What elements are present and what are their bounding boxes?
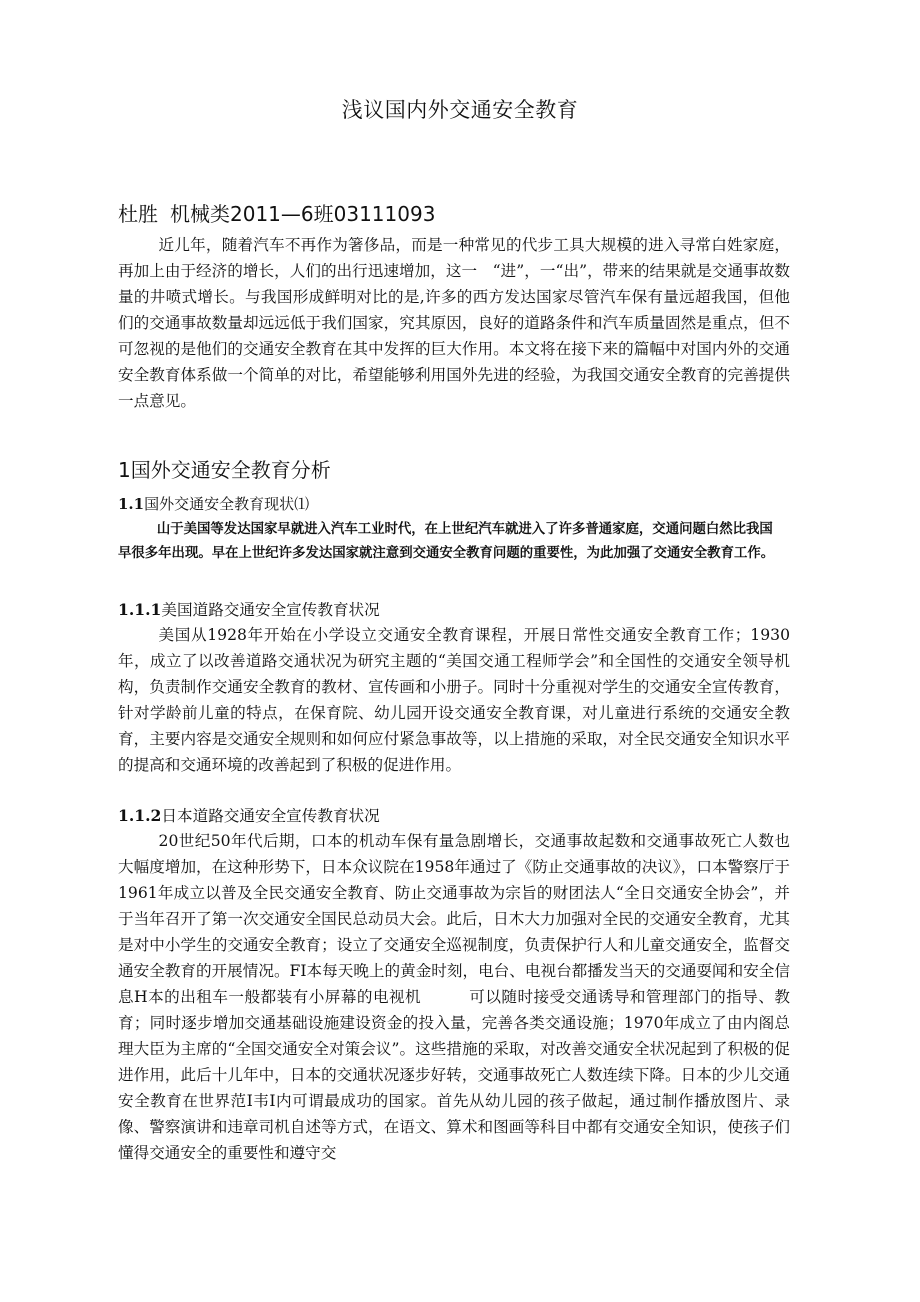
author-name: 杜胜 — [118, 202, 158, 226]
section-1-1-2-heading — [118, 804, 380, 826]
section-1-1-2-number: 1.1.2 — [118, 806, 162, 825]
section-1-heading: 1国外交通安全教育分析 — [118, 458, 331, 482]
section-1-1-1-title: 美国道路交通安全宣传教育状况 — [161, 601, 380, 619]
section-1-1-heading — [118, 493, 309, 514]
section-1-1-title: 国外交通安全教育现状⑴ — [144, 495, 310, 513]
author-line — [118, 198, 435, 227]
intro-paragraph: 近儿年，随着汽车不再作为箸侈品，而是一种常见的代步工具大规模的进入寻常白姓家庭，再加上由于经济的增长，人们的出行迅速增加，这一 “进”，一“出”，带来的结果就是交通事故数量的井喷式增长。与我国形成鲜明对比的是,许多的西方发达国家尽管汽车保有量远超我国，但他们的交通事故数量却远远低于我们国家，究其原因，良好的道路条件和汽车质量固然是重点，但不可忽视的是他们的交通安全教育在其中发挥的巨大作用。本文将在接下来的篇幅中对国内外的交通安全教育体系做一个简单的对比，希望能够利用国外先进的经验，为我国交通安全教育的完善提供一点意见。 — [118, 236, 790, 410]
section-1-1-1-heading — [118, 598, 380, 620]
section-1-1-1-number: 1.1.1 — [118, 600, 162, 619]
section-1-1-2-title: 日本道路交通安全宣传教育状况 — [161, 807, 380, 825]
section-1-1-1-paragraph: 美国从1928年开始在小学设立交通安全教育课程，开展日常性交通安全教育工作；1930年，成立了以改善道路交通状况为研究主题的“美国交通工程师学会”和全国性的交通安全领导机构，负责制作交通安全教育的教材、宣传画和小册子。同时十分重视对学生的交通安全宣传教育，针对学龄前儿童的特点，在保育院、幼儿园开设交通安全教育课，对儿童进行系统的交通安全教育，主要内容是交通安全规则和如何应付紧急事故等，以上措施的采取，对全民交通安全知识水平的提高和交通环境的改善起到了积极的促进作用。 — [118, 626, 790, 774]
section-1-1-2-paragraph: 20世纪50年代后期，口本的机动车保有量急剧增长，交通事故起数和交通事故死亡人数也大幅度增加，在这种形势下，日本众议院在1958年通过了《防止交通事故的决议》，口本警察厅于1961年成立以普及全民交通安全教育、防止交通事故为宗旨的财团法人“全日交通安全协会”，并于当年召开了第一次交通安全国民总动员大会。此后，日木大力加强对全民的交通安全教育，尤其是对中小学生的交通安全教育；设立了交通安全巡视制度，负责保护行人和儿童交通安全，监督交通安全教育的开展情况。FI本每天晚上的黄金时刻，电台、电视台都播发当天的交通耍闻和安全信息H本的出租车一般都装有小屏幕的电视机 可以随时接受交通诱导和管理部门的指导、教育；同时逐步增加交通基础设施建设资金的投入量，完善各类交通设施；1970年成立了由内阁总理大臣为主席的“全国交通安全对策会议”。这些措施的采取，对改善交通安全状况起到了积极的促进作用，此后十儿年中，日本的交通状况逐步好转，交通事故死亡人数连续下降。日本的少儿交通安全教育在世界范I韦I内可谓最成功的国家。首先从幼儿园的孩子做起，通过制作播放图片、录像、警察演讲和违章司机自述等方式，在语文、算术和图画等科目中都有交通安全知识，使孩子们懂得交通安全的重要性和遵守交 — [118, 832, 790, 1162]
author-class-info: 机械类2011—6班03111093 — [170, 202, 436, 226]
section-1-1-number: 1.1 — [118, 495, 145, 513]
section-1-1-paragraph: 山于美国等发达国家早就进入汽车工业时代，在上世纪汽车就进入了许多普通家庭，交通问题白然比我国早很多年出现。早在上世纪许多发达国家就注意到交通安全教育问题的重要性，为此加强了交通安全教育工作。 — [118, 522, 775, 561]
document-title: 浅议国内外交通安全教育 — [341, 98, 579, 122]
